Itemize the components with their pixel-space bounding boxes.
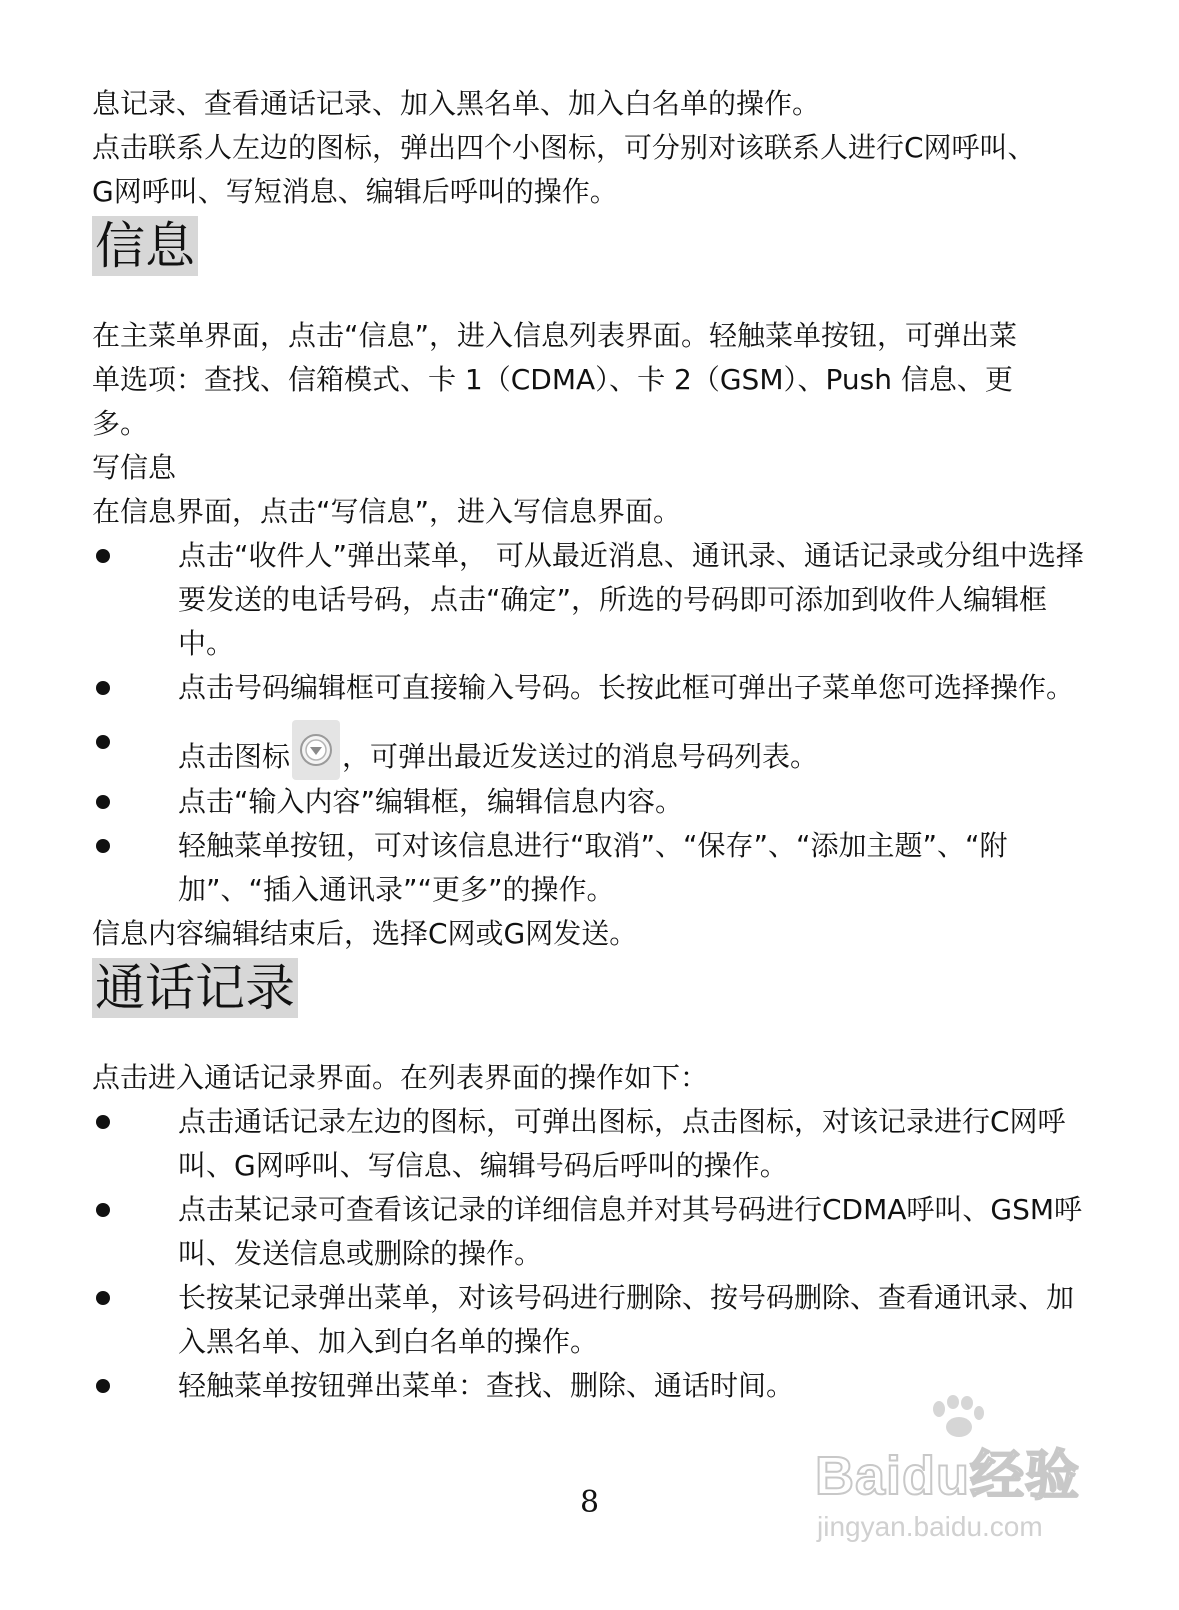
bullet-text: 点击号码编辑框可直接输入号码。长按此框可弹出子菜单您可选择操作。 [178,671,1075,704]
chevron-down-circle-icon [292,720,340,780]
watermark-brand: Baidu经验 [815,1446,1081,1506]
list-item [92,824,1092,912]
call-log-bullet-list [92,1100,1092,1408]
intro-line-1: 息记录、查看通话记录、加入黑名单、加入白名单的操作。 [92,87,821,120]
bullet-dot [96,795,110,809]
watermark-url: jingyan.baidu.com [817,1511,1043,1542]
call-log-intro: 点击进入通话记录界面。在列表界面的操作如下： [92,1061,709,1094]
bullet-text: 点击“输入内容”编辑框，编辑信息内容。 [178,785,684,818]
list-item [92,666,1092,710]
list-item [92,710,1092,780]
bullet-text: 轻触菜单按钮，可对该信息进行“取消”、“保存”、“添加主题”、“附加”、“插入通讯录”“更多”的操作。 [178,829,1008,906]
list-item [92,534,1092,666]
messages-closing: 信息内容编辑结束后，选择C网或G网发送。 [92,917,638,950]
bullet-text: 点击某记录可查看该记录的详细信息并对其号码进行CDMA呼叫、GSM呼叫、发送信息或删除的操作。 [178,1193,1083,1270]
bullet-dot [96,1291,110,1305]
write-message-intro: 在信息界面，点击“写信息”，进入写信息界面。 [92,495,682,528]
bullet-text: 点击“收件人”弹出菜单， 可从最近消息、通讯录、通话记录或分组中选择要发送的电话号码，点击“确定”，所选的号码即可添加到收件人编辑框中。 [178,539,1084,660]
messages-paragraph-line-1: 在主菜单界面，点击“信息”，进入信息列表界面。轻触菜单按钮，可弹出菜 [92,319,1018,352]
write-message-title: 写信息 [92,451,177,484]
baidu-watermark [815,1395,1085,1555]
bullet-text-continued: ，可弹出最近发送过的消息号码列表。 [342,740,819,773]
messages-bullet-list [92,534,1092,912]
bullet-dot [96,1203,110,1217]
messages-paragraph-line-2: 单选项：查找、信箱模式、卡 1（CDMA）、卡 2（GSM）、Push 信息、更 [92,363,1013,396]
bullet-text: 点击通话记录左边的图标，可弹出图标，点击图标，对该记录进行C网呼叫、G网呼叫、写信息、编辑号码后呼叫的操作。 [178,1105,1066,1182]
list-item [92,1100,1092,1188]
page-number: 8 [579,1485,600,1520]
messages-paragraph-line-3: 多。 [92,407,149,440]
intro-line-2: 点击联系人左边的图标，弹出四个小图标，可分别对该联系人进行C网呼叫、 [92,131,1036,164]
bullet-dot [96,1115,110,1129]
intro-line-3: G网呼叫、写短消息、编辑后呼叫的操作。 [92,175,618,208]
bullet-dot [96,549,110,563]
bullet-text: 轻触菜单按钮弹出菜单：查找、删除、通话时间。 [178,1369,795,1402]
section-heading-messages: 信息 [92,216,198,276]
list-item [92,780,1092,824]
bullet-dot [96,681,110,695]
bullet-dot [96,839,110,853]
section-heading-call-log: 通话记录 [92,958,298,1018]
list-item [92,1188,1092,1276]
bullet-dot [96,735,110,749]
bullet-text: 长按某记录弹出菜单，对该号码进行删除、按号码删除、查看通讯录、加入黑名单、加入到白名单的操作。 [178,1281,1075,1358]
document-page [92,82,1092,1408]
bullet-dot [96,1379,110,1393]
list-item [92,1276,1092,1364]
bullet-text: 点击图标 [178,740,291,773]
